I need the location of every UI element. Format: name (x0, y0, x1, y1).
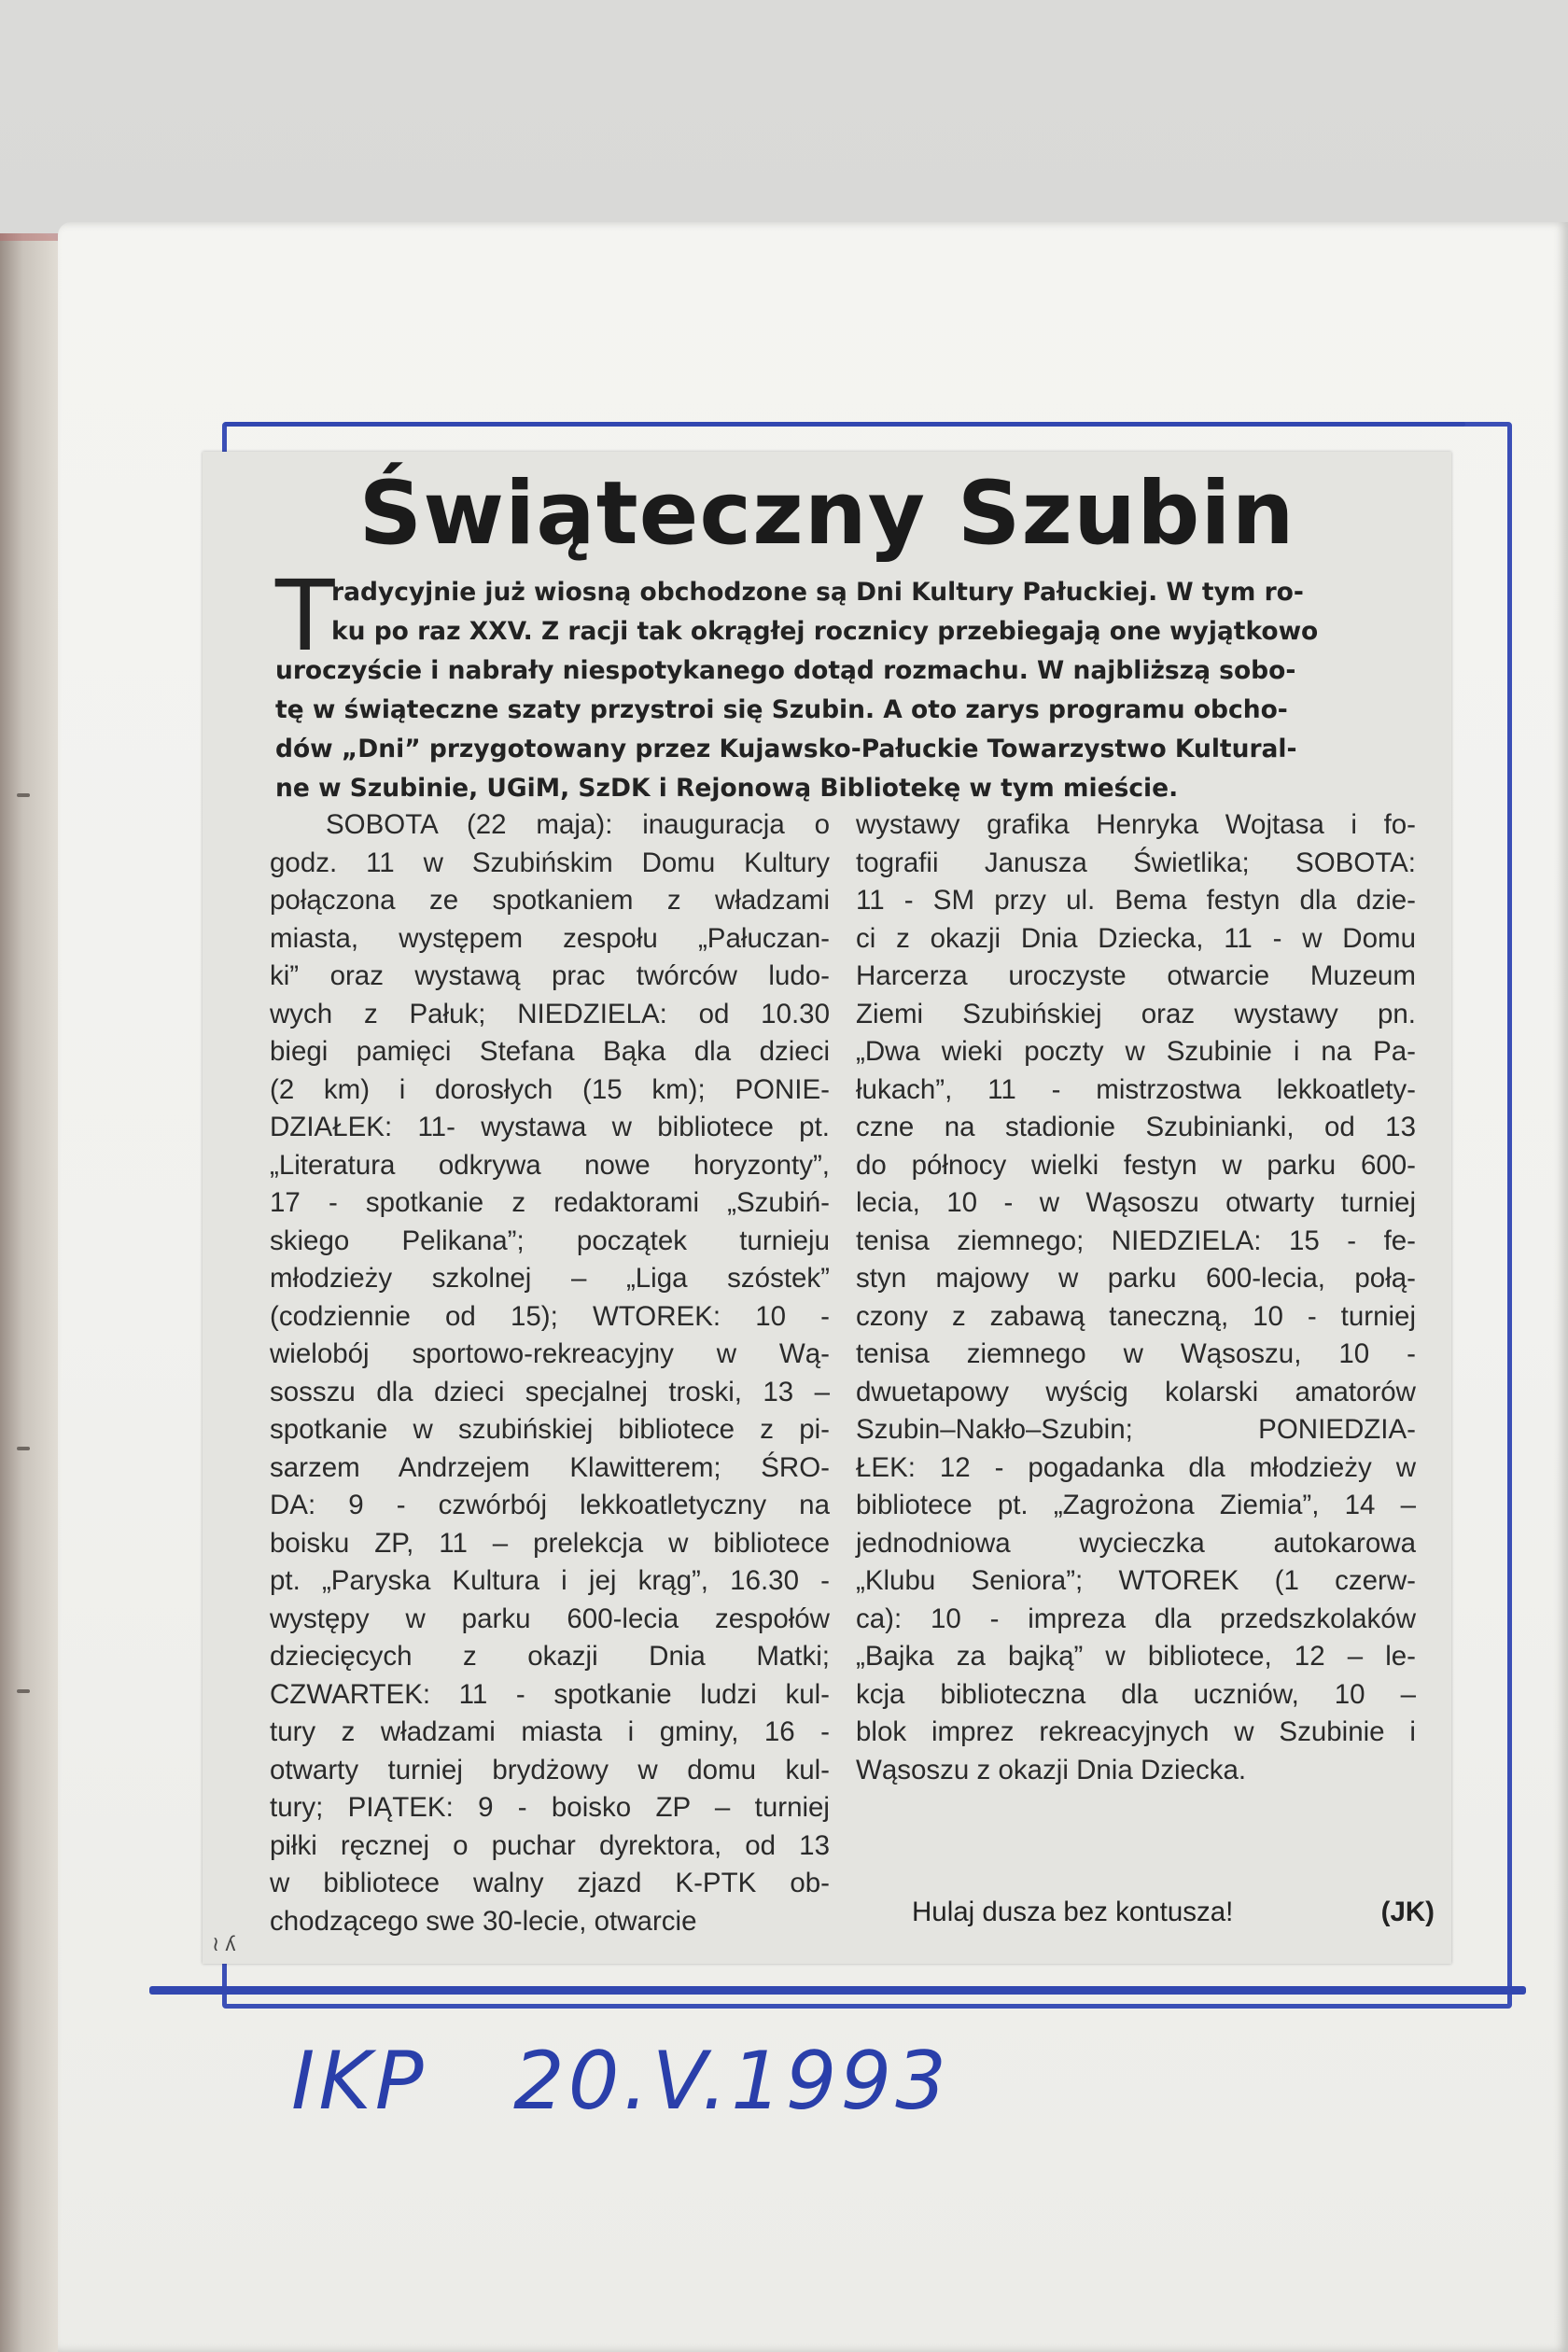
column-line: Szubin–Nakło–Szubin; PONIEDZIA- (856, 1414, 1416, 1445)
handwritten-source: IKP (291, 2035, 427, 2128)
column-line: jednodniowa wycieczka autokarowa (856, 1527, 1416, 1559)
column-line: piłki ręcznej o puchar dyrektora, od 13 (270, 1829, 830, 1861)
column-line: tenisa ziemnego; NIEDZIELA: 15 - fe- (856, 1225, 1416, 1256)
article-column-right (856, 806, 1416, 1789)
column-line: dwuetapowy wyścig kolarski amatorów (856, 1376, 1416, 1407)
column-line: sarzem Andrzejem Klawitterem; ŚRO- (270, 1451, 830, 1483)
column-line: otwarty turniej brydżowy w domu kul- (270, 1754, 830, 1785)
byline: (JK) (1380, 1897, 1435, 1927)
column-line: wych z Pałuk; NIEDZIELA: od 10.30 (270, 998, 830, 1029)
column-line: bibliotece pt. „Zagrożona Ziemia”, 14 – (856, 1490, 1416, 1520)
column-line: blok imprez rekreacyjnych w Szubinie i (856, 1716, 1416, 1747)
lead-line: tę w świąteczne szaty przystroi się Szubin. A oto zarys programu obcho- (275, 695, 1288, 724)
column-line: „Klubu Seniora”; WTOREK (1 czerw- (856, 1565, 1416, 1596)
column-line: sosszu dla dzieci specjalnej troski, 13 – (270, 1376, 830, 1407)
column-line: ci z okazji Dnia Dziecka, 11 - w Domu (856, 922, 1416, 954)
article-column-left (270, 806, 830, 1940)
column-line: godz. 11 w Szubińskim Domu Kultury (270, 847, 830, 878)
column-line: SOBOTA (22 maja): inauguracja o (326, 809, 830, 840)
album-left-page (0, 233, 65, 2352)
column-line: występy w parku 600-lecia zespołów (270, 1603, 830, 1634)
column-line: łukach”, 11 - mistrzostwa lekkoatlety- (856, 1073, 1416, 1105)
column-line: ca): 10 - impreza dla przedszkolaków (856, 1603, 1416, 1634)
column-line: wystawy grafika Henryka Wojtasa i fo- (856, 809, 1416, 840)
column-line: dziecięcych z okazji Dnia Matki; (270, 1641, 830, 1672)
article-headline: Świąteczny Szubin (358, 463, 1295, 565)
column-line: DA: 9 - czwórbój lekkoatletyczny na (270, 1490, 830, 1520)
clipping-corner-mark: ≀ ʎ (212, 1932, 236, 1955)
column-line: czne na stadionie Szubinianki, od 13 (856, 1112, 1416, 1142)
column-line: tografii Janusza Świetlika; SOBOTA: (856, 847, 1416, 878)
newspaper-clipping (203, 452, 1451, 1964)
column-line: spotkanie w szubińskiej bibliotece z pi- (270, 1414, 830, 1445)
handwritten-date: 20.V.1993 (513, 2035, 950, 2128)
binding-stitch (17, 1447, 30, 1450)
column-line: „Dwa wieki poczty w Szubinie i na Pa- (856, 1036, 1416, 1067)
lead-line: uroczyście i nabrały niespotykanego dotąd rozmachu. W najbliższą sobo- (275, 656, 1296, 685)
column-line: chodzącego swe 30-lecie, otwarcie (270, 1905, 697, 1937)
column-line: miasta, występem zespołu „Pałuczan- (270, 922, 830, 954)
binding-stitch (17, 793, 30, 797)
column-line: (codziennie od 15); WTOREK: 10 - (270, 1300, 830, 1332)
column-line: czony z zabawą taneczną, 10 - turniej (856, 1300, 1416, 1332)
column-line: połączona ze spotkaniem z władzami (270, 885, 830, 916)
column-line: tenisa ziemnego w Wąsoszu, 10 - (856, 1338, 1416, 1369)
column-line: boisku ZP, 11 – prelekcja w bibliotece (270, 1527, 830, 1559)
page-edge (0, 233, 65, 241)
lead-line: ne w Szubinie, UGiM, SzDK i Rejonową Bibliotekę w tym mieście. (275, 774, 1179, 803)
column-line: „Literatura odkrywa nowe horyzonty”, (270, 1149, 830, 1181)
column-line: skiego Pelikana”; początek turnieju (270, 1225, 830, 1256)
column-line: Ziemi Szubińskiej oraz wystawy pn. (856, 998, 1416, 1029)
column-line: Harcerza uroczyste otwarcie Muzeum (856, 960, 1416, 991)
column-line: (2 km) i dorosłych (15 km); PONIE- (270, 1073, 830, 1105)
ink-top-line (224, 422, 1465, 427)
column-line: tury z władzami miasta i gminy, 16 - (270, 1716, 830, 1747)
lead-line: dów „Dni” przygotowany przez Kujawsko-Pałuckie Towarzystwo Kultural- (275, 735, 1297, 763)
column-line: tury; PIĄTEK: 9 - boisko ZP – turniej (270, 1792, 830, 1823)
column-line: pt. „Paryska Kultura i jej krąg”, 16.30 - (270, 1565, 830, 1596)
binding-stitch (17, 1689, 30, 1693)
column-line: 11 - SM przy ul. Bema festyn dla dzie- (856, 885, 1416, 916)
column-line: Wąsoszu z okazji Dnia Dziecka. (856, 1754, 1247, 1785)
column-line: biegi pamięci Stefana Bąka dla dzieci (270, 1036, 830, 1067)
signoff-text: Hulaj dusza bez kontusza! (912, 1897, 1234, 1927)
column-line: 17 - spotkanie z redaktorami „Szubiń- (270, 1187, 830, 1218)
column-line: do północy wielki festyn w parku 600- (856, 1149, 1416, 1181)
column-line: lecia, 10 - w Wąsoszu otwarty turniej (856, 1187, 1416, 1218)
column-line: wielobój sportowo-rekreacyjny w Wą- (270, 1338, 830, 1369)
lead-line: radycyjnie już wiosną obchodzone są Dni Kultury Pałuckiej. W tym ro- (331, 578, 1304, 607)
column-line: CZWARTEK: 11 - spotkanie ludzi kul- (270, 1678, 830, 1710)
ink-underline (149, 1986, 1526, 1995)
column-line: ŁEK: 12 - pogadanka dla młodzieży w (856, 1451, 1416, 1483)
column-line: w bibliotece walny zjazd K-PTK ob- (270, 1868, 830, 1898)
column-line: styn majowy w parku 600-lecia, połą- (856, 1263, 1416, 1294)
column-line: kcja biblioteczna dla uczniów, 10 – (856, 1678, 1416, 1710)
column-line: „Bajka za bajką” w bibliotece, 12 – le- (856, 1641, 1416, 1672)
lead-line: ku po raz XXV. Z racji tak okrągłej rocznicy przebiegają one wyjątkowo (331, 617, 1319, 646)
column-line: ki” oraz wystawą prac twórców ludo- (270, 960, 830, 991)
column-line: młodzieży szkolnej – „Liga szóstek” (270, 1263, 830, 1294)
column-line: DZIAŁEK: 11- wystawa w bibliotece pt. (270, 1112, 830, 1142)
drop-cap: T (275, 559, 335, 673)
